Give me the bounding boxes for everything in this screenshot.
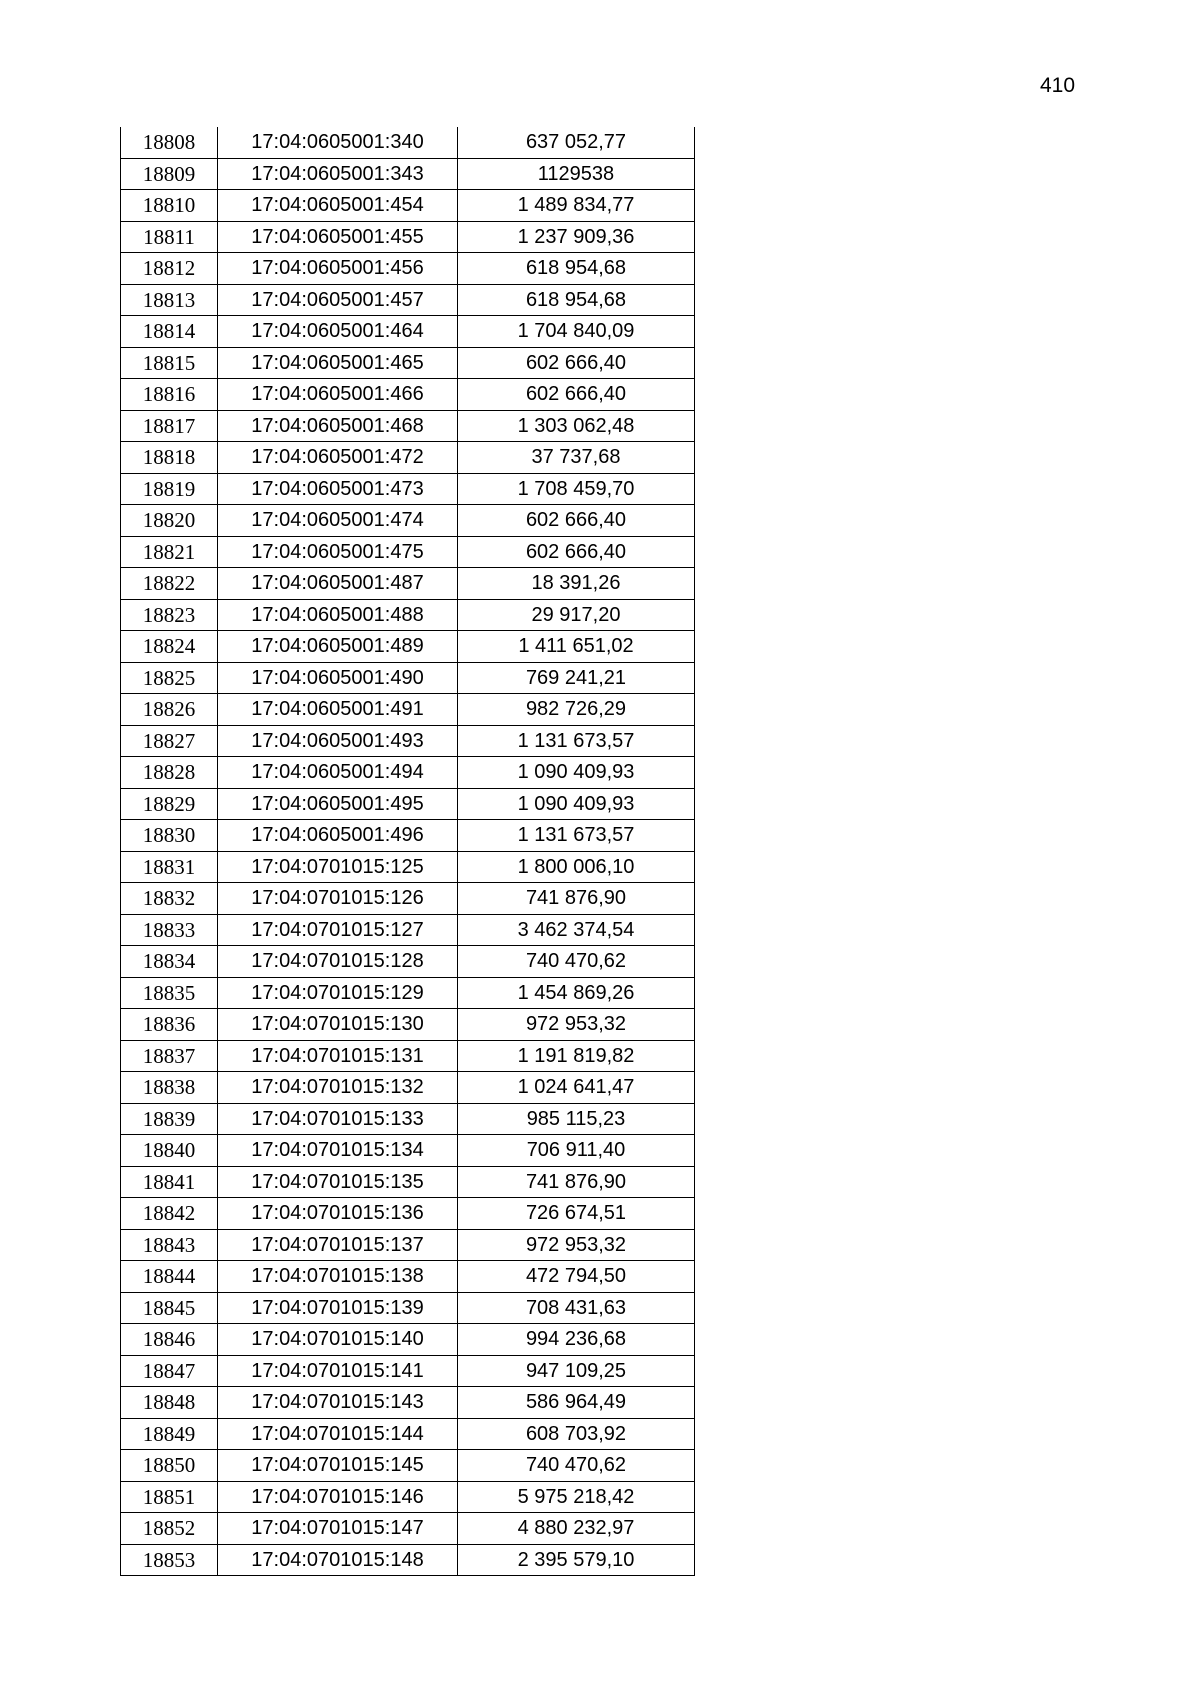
table-row <box>121 883 695 915</box>
cadastral-value-cell: 972 953,32 <box>458 1009 695 1041</box>
table-row <box>121 568 695 600</box>
cadastral-number-cell: 17:04:0605001:472 <box>218 442 458 474</box>
cadastral-value-cell: 985 115,23 <box>458 1103 695 1135</box>
cadastral-number-cell: 17:04:0701015:127 <box>218 914 458 946</box>
row-number-cell: 18836 <box>121 1009 218 1041</box>
table-row <box>121 1355 695 1387</box>
cadastral-number-cell: 17:04:0605001:473 <box>218 473 458 505</box>
table-row <box>121 1324 695 1356</box>
cadastral-number-cell: 17:04:0701015:141 <box>218 1355 458 1387</box>
table-row <box>121 1292 695 1324</box>
table-row <box>121 1166 695 1198</box>
cadastral-number-cell: 17:04:0605001:490 <box>218 662 458 694</box>
table-row <box>121 473 695 505</box>
row-number-cell: 18824 <box>121 631 218 663</box>
cadastral-value-cell: 18 391,26 <box>458 568 695 600</box>
cadastral-number-cell: 17:04:0605001:489 <box>218 631 458 663</box>
cadastral-number-cell: 17:04:0701015:135 <box>218 1166 458 1198</box>
cadastral-value-cell: 1 131 673,57 <box>458 725 695 757</box>
cadastral-number-cell: 17:04:0701015:147 <box>218 1513 458 1545</box>
cadastral-number-cell: 17:04:0605001:488 <box>218 599 458 631</box>
table-row <box>121 1544 695 1576</box>
table-row <box>121 757 695 789</box>
cadastral-number-cell: 17:04:0605001:475 <box>218 536 458 568</box>
row-number-cell: 18826 <box>121 694 218 726</box>
table-row <box>121 694 695 726</box>
cadastral-value-cell: 982 726,29 <box>458 694 695 726</box>
table-row <box>121 127 695 158</box>
cadastral-value-cell: 2 395 579,10 <box>458 1544 695 1576</box>
cadastral-number-cell: 17:04:0701015:140 <box>218 1324 458 1356</box>
cadastral-number-cell: 17:04:0701015:125 <box>218 851 458 883</box>
cadastral-value-cell: 602 666,40 <box>458 536 695 568</box>
cadastral-value-cell: 994 236,68 <box>458 1324 695 1356</box>
row-number-cell: 18820 <box>121 505 218 537</box>
cadastral-value-cell: 1 024 641,47 <box>458 1072 695 1104</box>
table-row <box>121 662 695 694</box>
row-number-cell: 18809 <box>121 158 218 190</box>
cadastral-value-cell: 726 674,51 <box>458 1198 695 1230</box>
row-number-cell: 18813 <box>121 284 218 316</box>
row-number-cell: 18851 <box>121 1481 218 1513</box>
table-row <box>121 253 695 285</box>
cadastral-value-cell: 1 411 651,02 <box>458 631 695 663</box>
table-row <box>121 1135 695 1167</box>
table-row <box>121 725 695 757</box>
cadastral-number-cell: 17:04:0605001:464 <box>218 316 458 348</box>
table-row <box>121 1481 695 1513</box>
cadastral-value-cell: 602 666,40 <box>458 347 695 379</box>
cadastral-number-cell: 17:04:0605001:466 <box>218 379 458 411</box>
row-number-cell: 18849 <box>121 1418 218 1450</box>
cadastral-value-cell: 972 953,32 <box>458 1229 695 1261</box>
table-row <box>121 1009 695 1041</box>
cadastral-number-cell: 17:04:0605001:474 <box>218 505 458 537</box>
table-row <box>121 1450 695 1482</box>
cadastral-number-cell: 17:04:0701015:134 <box>218 1135 458 1167</box>
row-number-cell: 18816 <box>121 379 218 411</box>
cadastral-value-cell: 1129538 <box>458 158 695 190</box>
cadastral-value-cell: 741 876,90 <box>458 883 695 915</box>
row-number-cell: 18835 <box>121 977 218 1009</box>
table-row <box>121 158 695 190</box>
cadastral-number-cell: 17:04:0605001:495 <box>218 788 458 820</box>
row-number-cell: 18811 <box>121 221 218 253</box>
cadastral-value-cell: 1 489 834,77 <box>458 190 695 222</box>
row-number-cell: 18844 <box>121 1261 218 1293</box>
table-row <box>121 221 695 253</box>
table-row <box>121 1261 695 1293</box>
cadastral-number-cell: 17:04:0701015:138 <box>218 1261 458 1293</box>
table-body <box>121 127 695 1576</box>
cadastral-number-cell: 17:04:0701015:136 <box>218 1198 458 1230</box>
table-row <box>121 284 695 316</box>
cadastral-value-cell: 618 954,68 <box>458 253 695 285</box>
cadastral-value-cell: 602 666,40 <box>458 379 695 411</box>
row-number-cell: 18845 <box>121 1292 218 1324</box>
table-row <box>121 316 695 348</box>
row-number-cell: 18825 <box>121 662 218 694</box>
cadastral-number-cell: 17:04:0701015:139 <box>218 1292 458 1324</box>
table-row <box>121 631 695 663</box>
cadastral-value-cell: 472 794,50 <box>458 1261 695 1293</box>
row-number-cell: 18839 <box>121 1103 218 1135</box>
table-row <box>121 788 695 820</box>
cadastral-number-cell: 17:04:0605001:496 <box>218 820 458 852</box>
cadastral-number-cell: 17:04:0605001:487 <box>218 568 458 600</box>
table-row <box>121 379 695 411</box>
table-row <box>121 505 695 537</box>
row-number-cell: 18840 <box>121 1135 218 1167</box>
row-number-cell: 18829 <box>121 788 218 820</box>
row-number-cell: 18823 <box>121 599 218 631</box>
cadastral-number-cell: 17:04:0605001:491 <box>218 694 458 726</box>
table-row <box>121 1040 695 1072</box>
cadastral-number-cell: 17:04:0701015:131 <box>218 1040 458 1072</box>
row-number-cell: 18810 <box>121 190 218 222</box>
table-row <box>121 410 695 442</box>
cadastral-value-cell: 740 470,62 <box>458 946 695 978</box>
table-row <box>121 1513 695 1545</box>
table-row <box>121 1103 695 1135</box>
table-row <box>121 851 695 883</box>
row-number-cell: 18808 <box>121 127 218 158</box>
cadastral-number-cell: 17:04:0701015:130 <box>218 1009 458 1041</box>
row-number-cell: 18831 <box>121 851 218 883</box>
cadastral-number-cell: 17:04:0701015:128 <box>218 946 458 978</box>
row-number-cell: 18850 <box>121 1450 218 1482</box>
table-row <box>121 914 695 946</box>
cadastral-value-cell: 1 454 869,26 <box>458 977 695 1009</box>
cadastral-number-cell: 17:04:0701015:129 <box>218 977 458 1009</box>
cadastral-number-cell: 17:04:0605001:493 <box>218 725 458 757</box>
table-row <box>121 946 695 978</box>
table-row <box>121 536 695 568</box>
cadastral-value-table <box>120 127 695 1576</box>
cadastral-number-cell: 17:04:0605001:343 <box>218 158 458 190</box>
table-row <box>121 1072 695 1104</box>
row-number-cell: 18832 <box>121 883 218 915</box>
cadastral-number-cell: 17:04:0701015:143 <box>218 1387 458 1419</box>
row-number-cell: 18841 <box>121 1166 218 1198</box>
cadastral-value-cell: 586 964,49 <box>458 1387 695 1419</box>
row-number-cell: 18822 <box>121 568 218 600</box>
cadastral-value-cell: 741 876,90 <box>458 1166 695 1198</box>
cadastral-number-cell: 17:04:0701015:137 <box>218 1229 458 1261</box>
table-row <box>121 820 695 852</box>
cadastral-number-cell: 17:04:0605001:340 <box>218 127 458 158</box>
cadastral-number-cell: 17:04:0605001:494 <box>218 757 458 789</box>
cadastral-value-cell: 3 462 374,54 <box>458 914 695 946</box>
cadastral-number-cell: 17:04:0605001:454 <box>218 190 458 222</box>
cadastral-value-cell: 740 470,62 <box>458 1450 695 1482</box>
row-number-cell: 18821 <box>121 536 218 568</box>
cadastral-value-cell: 37 737,68 <box>458 442 695 474</box>
cadastral-value-cell: 708 431,63 <box>458 1292 695 1324</box>
row-number-cell: 18815 <box>121 347 218 379</box>
cadastral-number-cell: 17:04:0605001:457 <box>218 284 458 316</box>
table-row <box>121 1198 695 1230</box>
cadastral-value-cell: 602 666,40 <box>458 505 695 537</box>
row-number-cell: 18817 <box>121 410 218 442</box>
cadastral-value-cell: 1 708 459,70 <box>458 473 695 505</box>
cadastral-number-cell: 17:04:0701015:145 <box>218 1450 458 1482</box>
cadastral-value-cell: 637 052,77 <box>458 127 695 158</box>
row-number-cell: 18828 <box>121 757 218 789</box>
table-row <box>121 1229 695 1261</box>
row-number-cell: 18843 <box>121 1229 218 1261</box>
table-row <box>121 1387 695 1419</box>
table-row <box>121 442 695 474</box>
row-number-cell: 18833 <box>121 914 218 946</box>
row-number-cell: 18830 <box>121 820 218 852</box>
cadastral-value-cell: 618 954,68 <box>458 284 695 316</box>
page-number: 410 <box>1040 74 1076 97</box>
cadastral-value-cell: 1 303 062,48 <box>458 410 695 442</box>
cadastral-value-cell: 1 090 409,93 <box>458 788 695 820</box>
row-number-cell: 18827 <box>121 725 218 757</box>
cadastral-value-cell: 706 911,40 <box>458 1135 695 1167</box>
row-number-cell: 18818 <box>121 442 218 474</box>
row-number-cell: 18814 <box>121 316 218 348</box>
cadastral-value-cell: 608 703,92 <box>458 1418 695 1450</box>
row-number-cell: 18848 <box>121 1387 218 1419</box>
cadastral-value-cell: 1 090 409,93 <box>458 757 695 789</box>
cadastral-number-cell: 17:04:0605001:455 <box>218 221 458 253</box>
table-row <box>121 190 695 222</box>
cadastral-value-cell: 1 704 840,09 <box>458 316 695 348</box>
cadastral-value-cell: 1 191 819,82 <box>458 1040 695 1072</box>
cadastral-value-cell: 4 880 232,97 <box>458 1513 695 1545</box>
row-number-cell: 18853 <box>121 1544 218 1576</box>
cadastral-number-cell: 17:04:0701015:148 <box>218 1544 458 1576</box>
cadastral-value-cell: 29 917,20 <box>458 599 695 631</box>
row-number-cell: 18834 <box>121 946 218 978</box>
cadastral-value-cell: 947 109,25 <box>458 1355 695 1387</box>
cadastral-number-cell: 17:04:0701015:146 <box>218 1481 458 1513</box>
row-number-cell: 18852 <box>121 1513 218 1545</box>
cadastral-number-cell: 17:04:0701015:144 <box>218 1418 458 1450</box>
row-number-cell: 18819 <box>121 473 218 505</box>
cadastral-number-cell: 17:04:0605001:456 <box>218 253 458 285</box>
row-number-cell: 18847 <box>121 1355 218 1387</box>
cadastral-value-cell: 769 241,21 <box>458 662 695 694</box>
cadastral-number-cell: 17:04:0605001:465 <box>218 347 458 379</box>
row-number-cell: 18842 <box>121 1198 218 1230</box>
cadastral-number-cell: 17:04:0605001:468 <box>218 410 458 442</box>
cadastral-number-cell: 17:04:0701015:126 <box>218 883 458 915</box>
cadastral-value-cell: 5 975 218,42 <box>458 1481 695 1513</box>
cadastral-number-cell: 17:04:0701015:133 <box>218 1103 458 1135</box>
table-row <box>121 1418 695 1450</box>
cadastral-value-cell: 1 131 673,57 <box>458 820 695 852</box>
row-number-cell: 18837 <box>121 1040 218 1072</box>
row-number-cell: 18812 <box>121 253 218 285</box>
cadastral-number-cell: 17:04:0701015:132 <box>218 1072 458 1104</box>
table-row <box>121 599 695 631</box>
data-table <box>120 127 695 1576</box>
cadastral-value-cell: 1 800 006,10 <box>458 851 695 883</box>
table-row <box>121 977 695 1009</box>
row-number-cell: 18838 <box>121 1072 218 1104</box>
row-number-cell: 18846 <box>121 1324 218 1356</box>
table-row <box>121 347 695 379</box>
cadastral-value-cell: 1 237 909,36 <box>458 221 695 253</box>
